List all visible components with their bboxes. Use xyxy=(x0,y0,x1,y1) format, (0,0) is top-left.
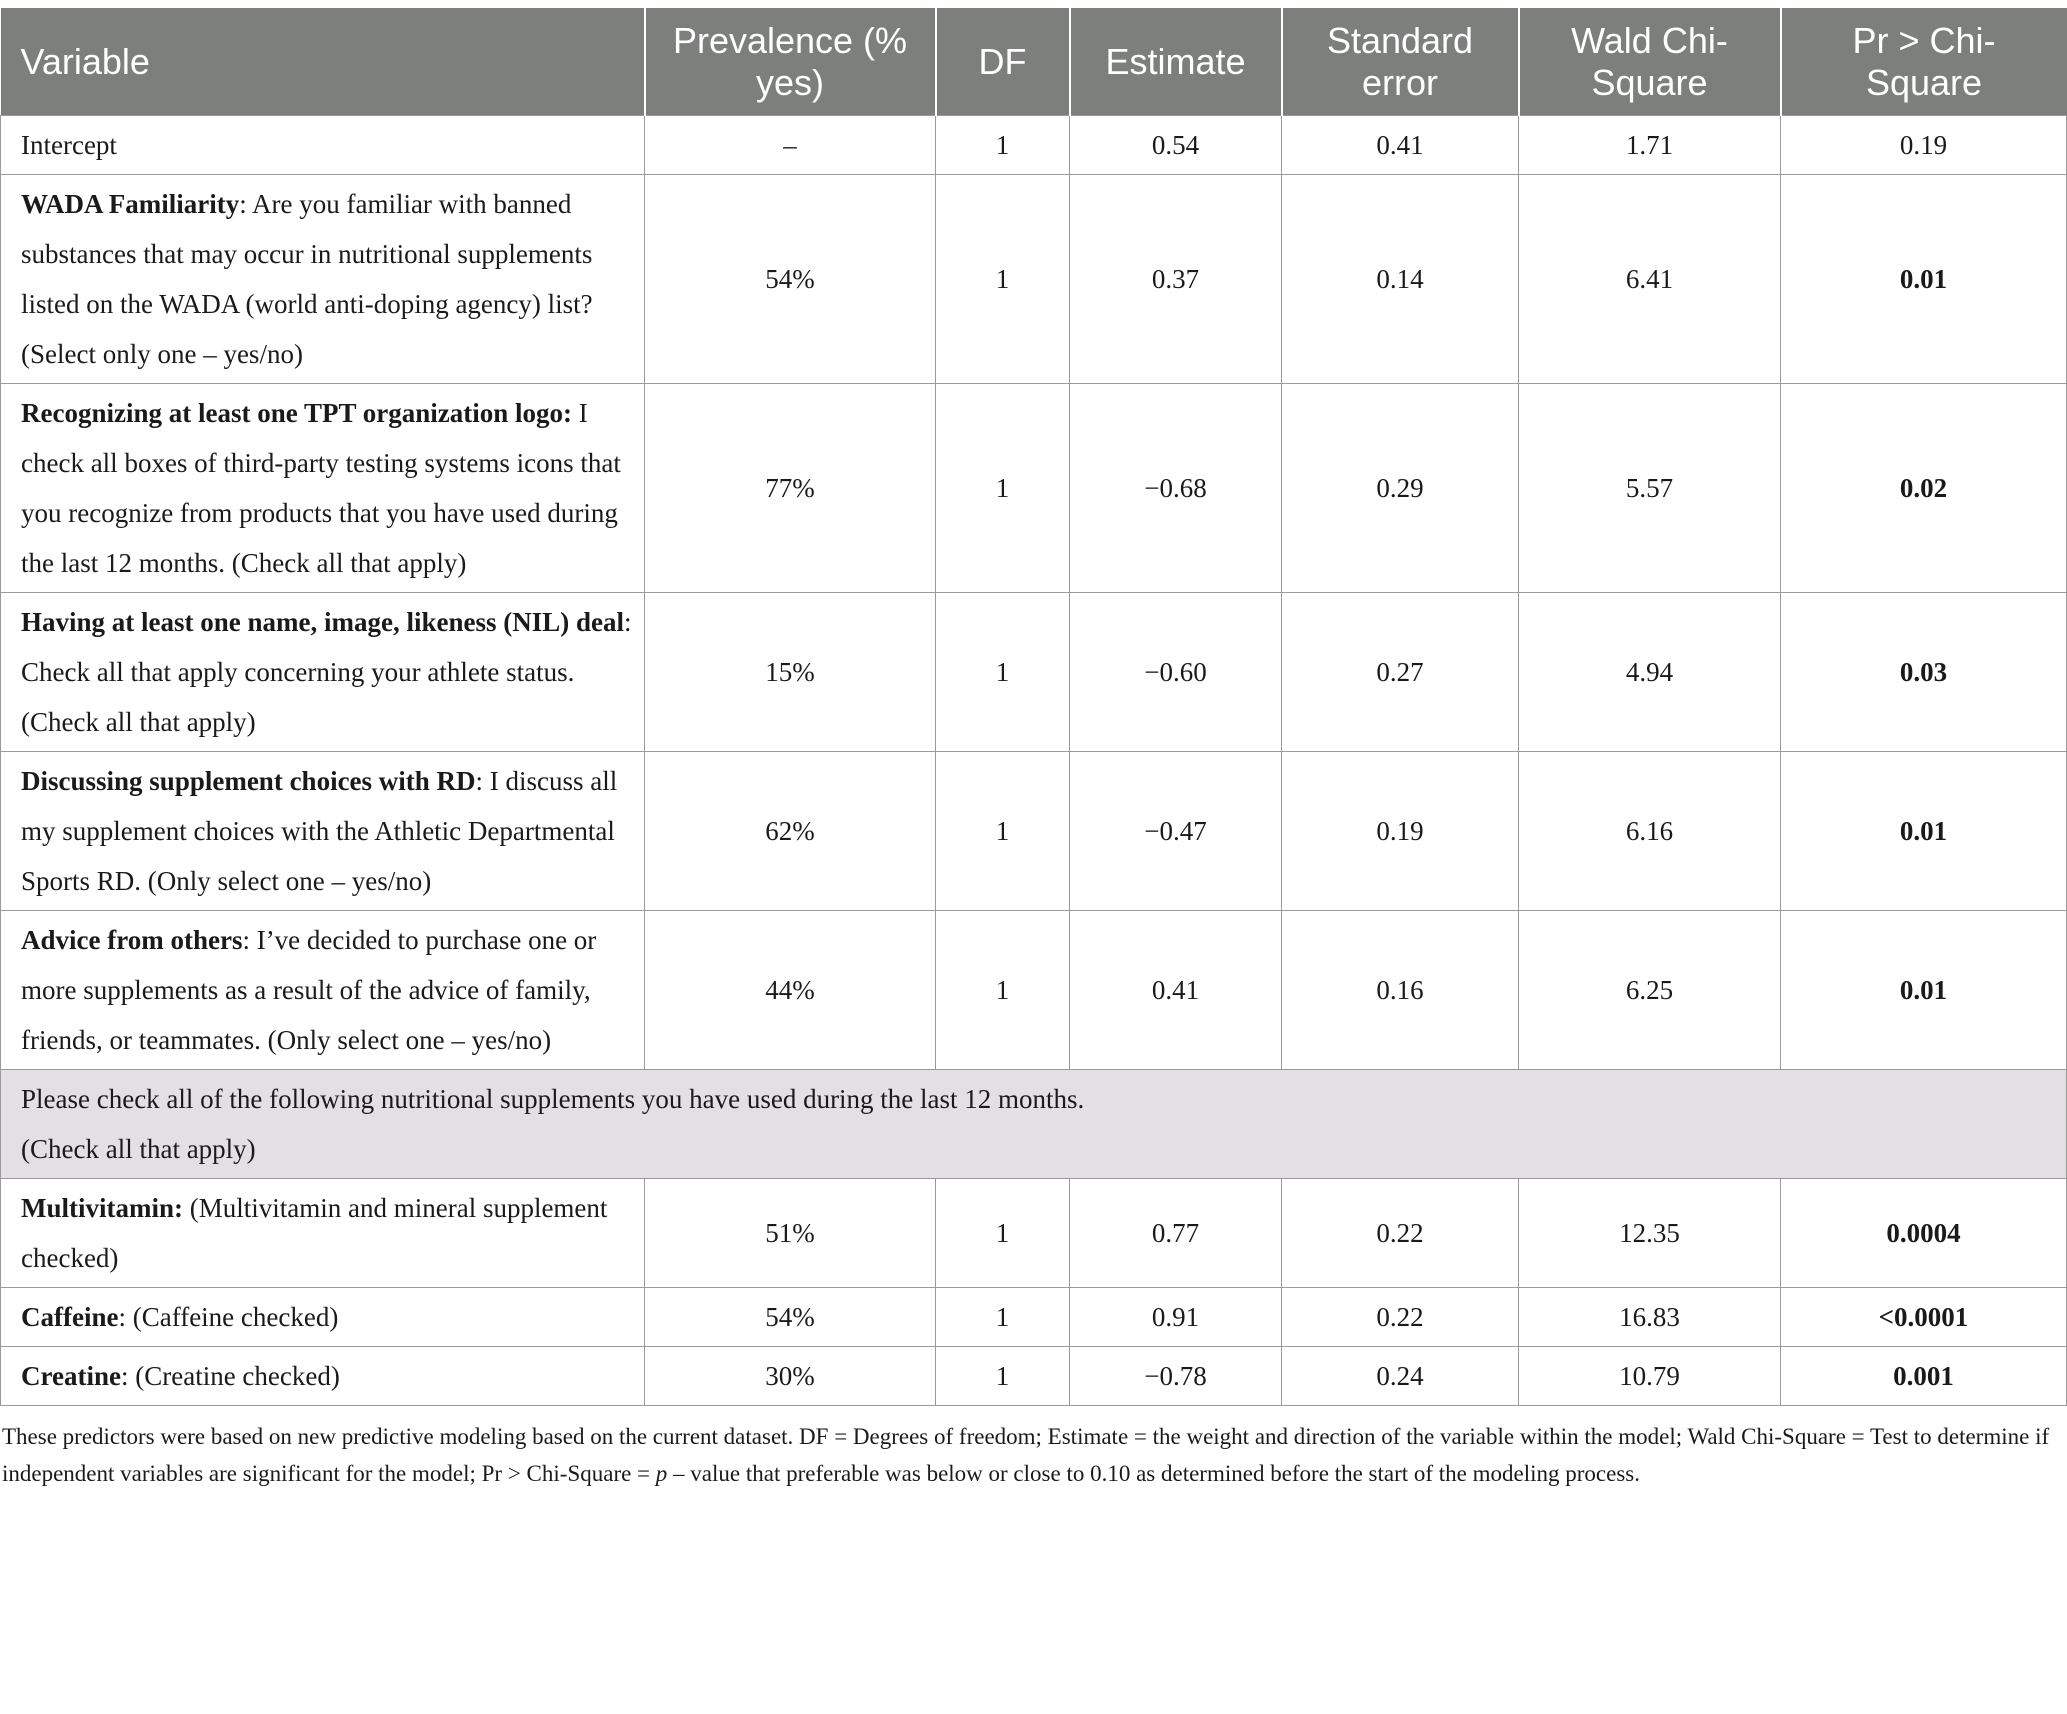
p-value-cell: 0.001 xyxy=(1781,1347,2067,1406)
variable-cell xyxy=(1,116,645,175)
variable-description: Intercept xyxy=(21,130,117,160)
table-row xyxy=(1,1288,2067,1347)
p-value-cell: 0.01 xyxy=(1781,911,2067,1070)
variable-cell xyxy=(1,175,645,384)
df-cell: 1 xyxy=(936,1347,1070,1406)
section-header-row xyxy=(1,1070,2067,1179)
variable-description: : Check all that apply concerning your athlete status. (Check all that apply) xyxy=(21,607,632,737)
header-wald: Wald Chi-Square xyxy=(1519,8,1781,116)
variable-label: Advice from others xyxy=(21,925,243,955)
table-row xyxy=(1,752,2067,911)
variable-description: : I discuss all my supplement choices with the Athletic Departmental Sports RD. (Only select one – yes/no) xyxy=(21,766,618,896)
header-row xyxy=(1,8,2067,116)
df-cell: 1 xyxy=(936,116,1070,175)
variable-cell xyxy=(1,752,645,911)
p-value-cell: 0.03 xyxy=(1781,593,2067,752)
variable-label: Caffeine xyxy=(21,1302,119,1332)
estimate-cell: 0.41 xyxy=(1070,911,1282,1070)
variable-label: Creatine xyxy=(21,1361,121,1391)
footnote-text-b: – value that preferable was below or close to 0.10 as determined before the start of the modeling process. xyxy=(667,1461,1640,1486)
variable-label: WADA Familiarity xyxy=(21,189,240,219)
df-cell: 1 xyxy=(936,175,1070,384)
prevalence-cell: 44% xyxy=(645,911,936,1070)
estimate-cell: −0.47 xyxy=(1070,752,1282,911)
estimate-cell: −0.68 xyxy=(1070,384,1282,593)
wald-cell: 6.41 xyxy=(1519,175,1781,384)
prevalence-cell: 54% xyxy=(645,175,936,384)
se-cell: 0.41 xyxy=(1282,116,1519,175)
header-variable: Variable xyxy=(1,8,645,116)
prevalence-cell: 77% xyxy=(645,384,936,593)
variable-cell xyxy=(1,1288,645,1347)
df-cell: 1 xyxy=(936,1179,1070,1288)
p-value-cell: 0.01 xyxy=(1781,752,2067,911)
variable-description: (Multivitamin and mineral supplement checked) xyxy=(21,1193,608,1273)
table-row xyxy=(1,384,2067,593)
variable-label: Multivitamin: xyxy=(21,1193,183,1223)
wald-cell: 6.16 xyxy=(1519,752,1781,911)
p-value-cell: 0.02 xyxy=(1781,384,2067,593)
se-cell: 0.22 xyxy=(1282,1288,1519,1347)
estimate-cell: 0.77 xyxy=(1070,1179,1282,1288)
variable-cell xyxy=(1,384,645,593)
header-standard-error: Standard error xyxy=(1282,8,1519,116)
se-cell: 0.14 xyxy=(1282,175,1519,384)
estimate-cell: −0.78 xyxy=(1070,1347,1282,1406)
variable-label: Recognizing at least one TPT organization logo: xyxy=(21,398,572,428)
variable-cell xyxy=(1,1347,645,1406)
prevalence-cell: 54% xyxy=(645,1288,936,1347)
variable-description: : (Caffeine checked) xyxy=(118,1302,339,1332)
prevalence-cell: 15% xyxy=(645,593,936,752)
variable-cell xyxy=(1,911,645,1070)
footnote-text-a: These predictors were based on new predictive modeling based on the current dataset. DF = Degrees of freedom; Estimate = the weight and direction of the variable within the model; Wald Chi-Square = Test to determine if independent variables are significant for the model; Pr > Chi-Square = xyxy=(2,1424,2050,1486)
variable-label: Discussing supplement choices with RD xyxy=(21,766,476,796)
table-row xyxy=(1,175,2067,384)
variable-description: : (Creatine checked) xyxy=(120,1361,340,1391)
df-cell: 1 xyxy=(936,752,1070,911)
variable-description: I check all boxes of third-party testing systems icons that you recognize from products that you have used during the last 12 months. (Check all that apply) xyxy=(21,398,621,578)
p-value-cell: 0.0004 xyxy=(1781,1179,2067,1288)
wald-cell: 12.35 xyxy=(1519,1179,1781,1288)
prevalence-cell: 62% xyxy=(645,752,936,911)
variable-description: : Are you familiar with banned substances that may occur in nutritional supplements listed on the WADA (world anti-doping agency) list? (Select only one – yes/no) xyxy=(21,189,593,369)
wald-cell: 6.25 xyxy=(1519,911,1781,1070)
table-row xyxy=(1,1179,2067,1288)
variable-label: Having at least one name, image, likeness (NIL) deal xyxy=(21,607,624,637)
se-cell: 0.24 xyxy=(1282,1347,1519,1406)
variable-cell xyxy=(1,1179,645,1288)
estimate-cell: 0.91 xyxy=(1070,1288,1282,1347)
se-cell: 0.19 xyxy=(1282,752,1519,911)
table-row xyxy=(1,1347,2067,1406)
prevalence-cell: – xyxy=(645,116,936,175)
footnote-p-symbol: p xyxy=(655,1461,668,1486)
estimate-cell: 0.54 xyxy=(1070,116,1282,175)
estimate-cell: 0.37 xyxy=(1070,175,1282,384)
estimate-cell: −0.60 xyxy=(1070,593,1282,752)
regression-table xyxy=(0,8,2067,1406)
section-line-1: Please check all of the following nutritional supplements you have used during the last 12 months. xyxy=(21,1084,1085,1114)
section-line-2: (Check all that apply) xyxy=(21,1134,256,1164)
wald-cell: 4.94 xyxy=(1519,593,1781,752)
se-cell: 0.22 xyxy=(1282,1179,1519,1288)
df-cell: 1 xyxy=(936,384,1070,593)
p-value-cell: 0.19 xyxy=(1781,116,2067,175)
se-cell: 0.27 xyxy=(1282,593,1519,752)
p-value-cell: 0.01 xyxy=(1781,175,2067,384)
table-row xyxy=(1,116,2067,175)
variable-description: : I’ve decided to purchase one or more supplements as a result of the advice of family, friends, or teammates. (Only select one – yes/no) xyxy=(21,925,597,1055)
prevalence-cell: 30% xyxy=(645,1347,936,1406)
prevalence-cell: 51% xyxy=(645,1179,936,1288)
table-row xyxy=(1,911,2067,1070)
variable-cell xyxy=(1,593,645,752)
table-container xyxy=(0,8,2066,1492)
header-prevalence: Prevalence (% yes) xyxy=(645,8,936,116)
header-p-value: Pr > Chi-Square xyxy=(1781,8,2067,116)
wald-cell: 1.71 xyxy=(1519,116,1781,175)
header-df: DF xyxy=(936,8,1070,116)
p-value-cell: <0.0001 xyxy=(1781,1288,2067,1347)
wald-cell: 16.83 xyxy=(1519,1288,1781,1347)
df-cell: 1 xyxy=(936,1288,1070,1347)
header-estimate: Estimate xyxy=(1070,8,1282,116)
table-footnote xyxy=(0,1406,2059,1492)
df-cell: 1 xyxy=(936,593,1070,752)
se-cell: 0.16 xyxy=(1282,911,1519,1070)
se-cell: 0.29 xyxy=(1282,384,1519,593)
table-row xyxy=(1,593,2067,752)
wald-cell: 5.57 xyxy=(1519,384,1781,593)
section-header-cell xyxy=(1,1070,2067,1179)
df-cell: 1 xyxy=(936,911,1070,1070)
wald-cell: 10.79 xyxy=(1519,1347,1781,1406)
